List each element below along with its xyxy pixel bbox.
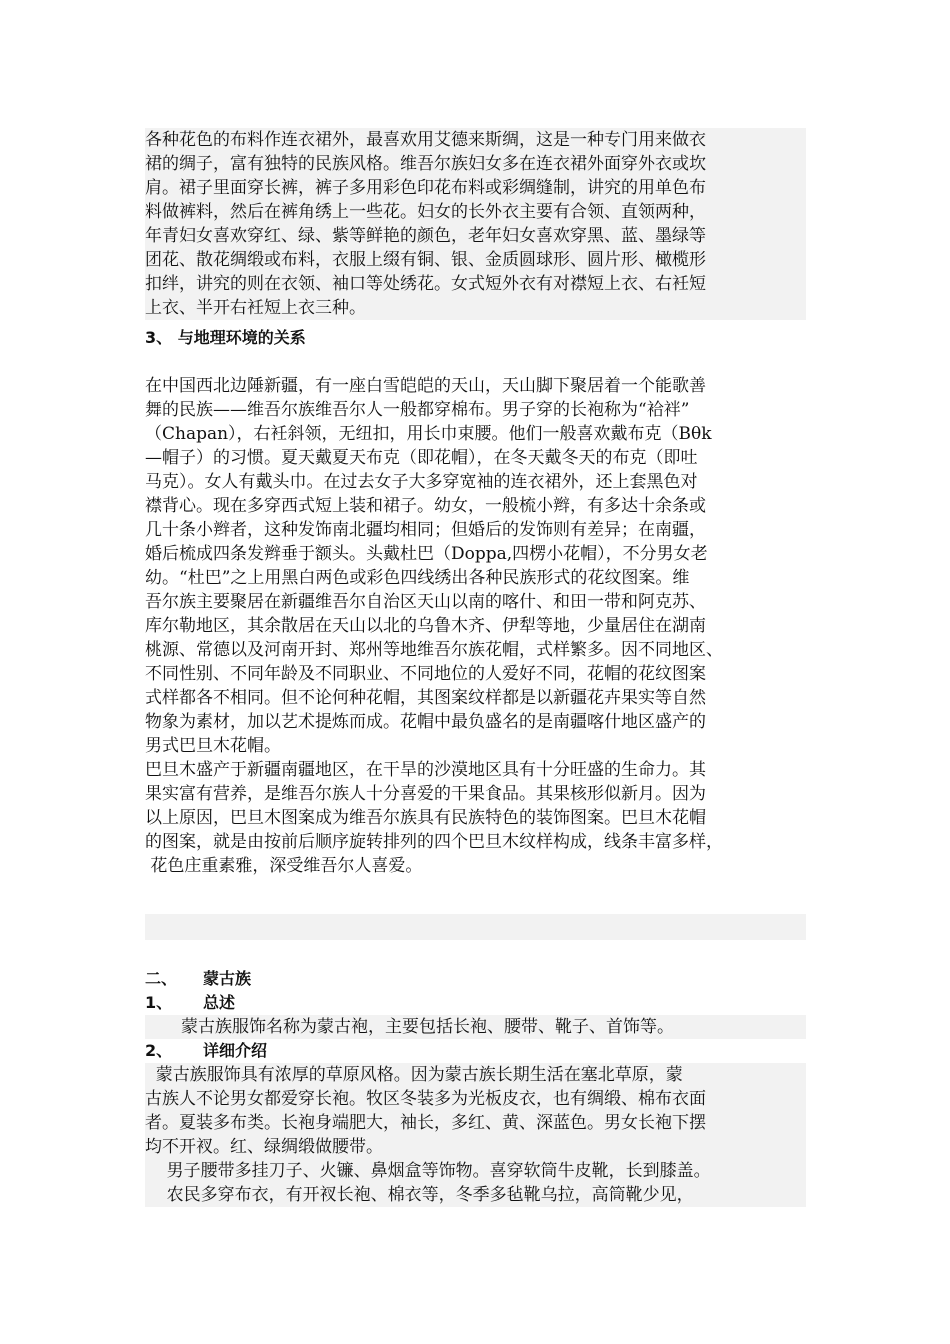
subheading-details [145,1039,806,1063]
text-line: 舞的民族——维吾尔族维吾尔人一般都穿棉布。男子穿的长袍称为“袷袢” [145,400,690,420]
subheading-overview [145,991,806,1015]
text-line: 蒙古族服饰具有浓厚的草原风格。因为蒙古族长期生活在塞北草原，蒙 [145,1065,683,1085]
text-line: 花色庄重素雅，深受维吾尔人喜爱。 [145,856,423,876]
text-line: 肩。裙子里面穿长裤，裤子多用彩色印花布料或彩绸缝制，讲究的用单色布 [145,178,706,198]
text-line: 几十条小辫者，这种发饰南北疆均相同；但婚后的发饰则有差异；在南疆， [145,520,706,540]
text-line: 扣绊，讲究的则在衣领、袖口等处绣花。女式短外衣有对襟短上衣、右衽短 [145,274,706,294]
text-line: 桃源、常德以及河南开封、郑州等地维吾尔族花帽，式样繁多。因不同地区、 [145,640,723,660]
text-line: —帽子）的习惯。夏天戴夏天布克（即花帽），在冬天戴冬天的布克（即吐 [145,448,698,468]
text-line: 古族人不论男女都爱穿长袍。牧区冬装多为光板皮衣，也有绸缎、棉布衣面 [145,1089,706,1109]
paragraph-mongolian-details [145,1063,806,1207]
text-line: 农民多穿布衣，有开衩长袍、棉衣等，冬季多毡靴乌拉，高筒靴少见， [145,1185,694,1205]
text-line: 团花、散花绸缎或布料，衣服上缀有铜、银、金质圆球形、圆片形、橄榄形 [145,250,706,270]
text-line: 吾尔族主要聚居在新疆维吾尔自治区天山以南的喀什、和田一带和阿克苏、 [145,592,706,612]
section-number: 二、 [145,969,178,988]
text-line: 蒙古族服饰名称为蒙古袍，主要包括长袍、腰带、靴子、首饰等。 [181,1017,674,1037]
text-line: 果实富有营养，是维吾尔族人十分喜爱的干果食品。其果核形似新月。因为 [145,784,706,804]
text-line: 上衣、半开右衽短上衣三种。 [145,298,366,318]
text-line: 各种花色的布料作连衣裙外，最喜欢用艾德来斯绸，这是一种专门用来做衣 [145,130,706,150]
text-line: 巴旦木盛产于新疆南疆地区，在干旱的沙漠地区具有十分旺盛的生命力。其 [145,760,706,780]
text-line: 库尔勒地区，其余散居在天山以北的乌鲁木齐、伊犁等地，少量居住在湖南 [145,616,706,636]
paragraph-overview [145,1015,806,1039]
text-line: 裙的绸子，富有独特的民族风格。维吾尔族妇女多在连衣裙外面穿外衣或坎 [145,154,706,174]
text-line: 均不开衩。红、绿绸缎做腰带。 [145,1137,383,1157]
text-line: 幼。“杜巴”之上用黑白两色或彩色四线绣出各种民族形式的花纹图案。维 [145,568,690,588]
section-heading-mongolian [145,967,806,991]
text-line: 料做裤料，然后在裤角绣上一些花。妇女的长外衣主要有合领、直领两种， [145,202,706,222]
text-line: 男子腰带多挂刀子、火镰、鼻烟盒等饰物。喜穿软筒牛皮靴，长到膝盖。 [145,1161,711,1181]
empty-shaded-paragraph [145,914,806,940]
section-title: 蒙古族 [203,969,252,988]
paragraph-uyghur-geography [145,374,806,878]
subsection-number: 2、 [145,1041,173,1060]
text-line: 以上原因，巴旦木图案成为维吾尔族具有民族特色的装饰图案。巴旦木花帽 [145,808,706,828]
text-line: 男式巴旦木花帽。 [145,736,281,756]
text-line: 不同性别、不同年龄及不同职业、不同地位的人爱好不同，花帽的花纹图案 [145,664,706,684]
text-line: 马克）。女人有戴头巾。在过去女子大多穿宽袖的连衣裙外，还上套黑色对 [145,472,698,492]
paragraph-women-clothing [145,128,806,320]
text-line: 物象为素材，加以艺术提炼而成。花帽中最负盛名的是南疆喀什地区盛产的 [145,712,706,732]
subsection-title: 总述 [203,993,236,1012]
text-line: 年青妇女喜欢穿红、绿、紫等鲜艳的颜色，老年妇女喜欢穿黑、蓝、墨绿等 [145,226,706,246]
text-line: 婚后梳成四条发辫垂于额头。头戴杜巴（Doppa,四楞小花帽），不分男女老 [145,544,708,564]
subsection-title: 详细介绍 [203,1041,268,1060]
text-line: 在中国西北边陲新疆，有一座白雪皑皑的天山，天山脚下聚居着一个能歌善 [145,376,706,396]
text-line: 襟背心。现在多穿西式短上装和裙子。幼女，一般梳小辫，有多达十余条或 [145,496,706,516]
section-heading-geography: 3、 与地理环境的关系 [145,328,306,347]
text-line: 的图案，就是由按前后顺序旋转排列的四个巴旦木纹样构成，线条丰富多样， [145,832,723,852]
text-line: 者。夏装多布类。长袍身端肥大，袖长，多红、黄、深蓝色。男女长袍下摆 [145,1113,706,1133]
text-line: （Chapan），右衽斜领，无纽扣，用长巾束腰。他们一般喜欢戴布克（Bθk [145,424,712,444]
text-line: 式样都各不相同。但不论何种花帽，其图案纹样都是以新疆花卉果实等自然 [145,688,706,708]
subsection-number: 1、 [145,993,173,1012]
